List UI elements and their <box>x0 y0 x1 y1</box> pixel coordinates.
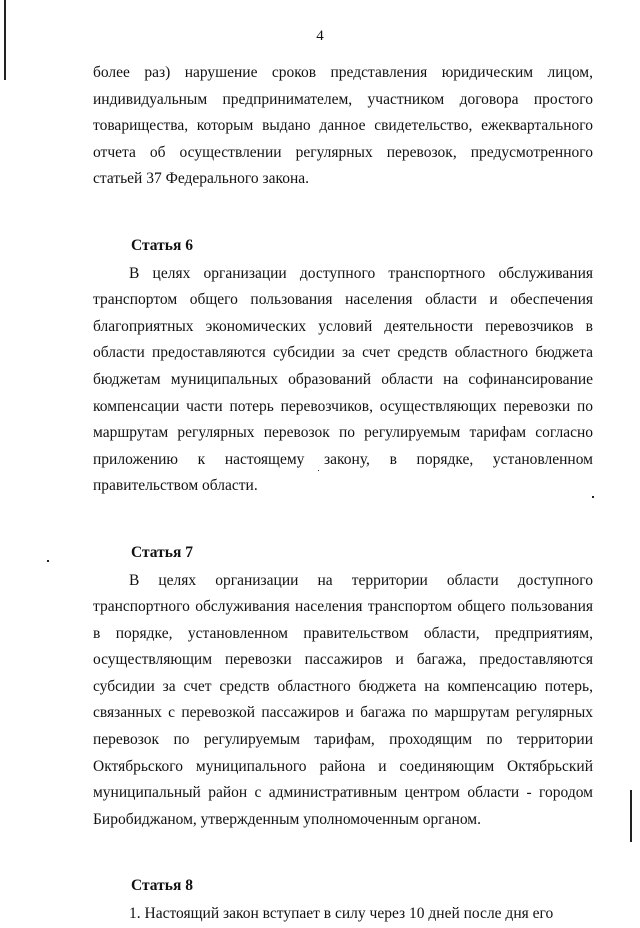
article-8-text: 1. Настоящий закон вступает в силу через 10 дней после дня его <box>129 905 554 923</box>
article-6-heading: Статья 6 <box>131 236 193 254</box>
page-number: 4 <box>316 28 324 44</box>
right-scan-edge <box>630 790 632 842</box>
article-6-text: В целях организации доступного транспортного обслуживания транспортом общего пользования населения области и обеспечения благоприятных экономических условий деятельности перевозчиков в области предоставляются субсидии за счет средств областного бюджета бюджетам муниципальных образований области на софинансирование компенсации части потерь перевозчиков, осуществляющих перевозки по маршрутам регулярных перевозок по регулируемым тарифам согласно приложению к настоящему закону, в порядке, установленном правительством области. <box>93 264 593 495</box>
scan-dot <box>47 560 49 562</box>
continued-paragraph: более раз) нарушение сроков представления юридическим лицом, индивидуальным предпринимателем, участником договора простого товарищества, которым выдано данное свидетельство, ежеквартального отчета об осуществлении регулярных перевозок, предусмотренного статьей 37 Федерального закона. <box>93 64 593 188</box>
article-8-heading: Статья 8 <box>131 877 193 895</box>
document-body <box>93 60 593 928</box>
article-7-text: В целях организации на территории области доступного транспортного обслуживания населения транспортом общего пользования в порядке, установленном правительством области, предприятиям, осуществляющим перевозки пассажиров и багажа, предоставляются субсидии за счет средств областного бюджета на компенсацию потерь, связанных с перевозкой пассажиров и багажа по маршрутам регулярных перевозок по регулируемым тарифам, проходящим по территории Октябрьского муниципального района и соединяющим Октябрьский муниципальный район с административным центром области - городом Биробиджаном, утвержденным уполномоченным органом. <box>93 571 593 828</box>
article-7-heading: Статья 7 <box>131 543 193 561</box>
